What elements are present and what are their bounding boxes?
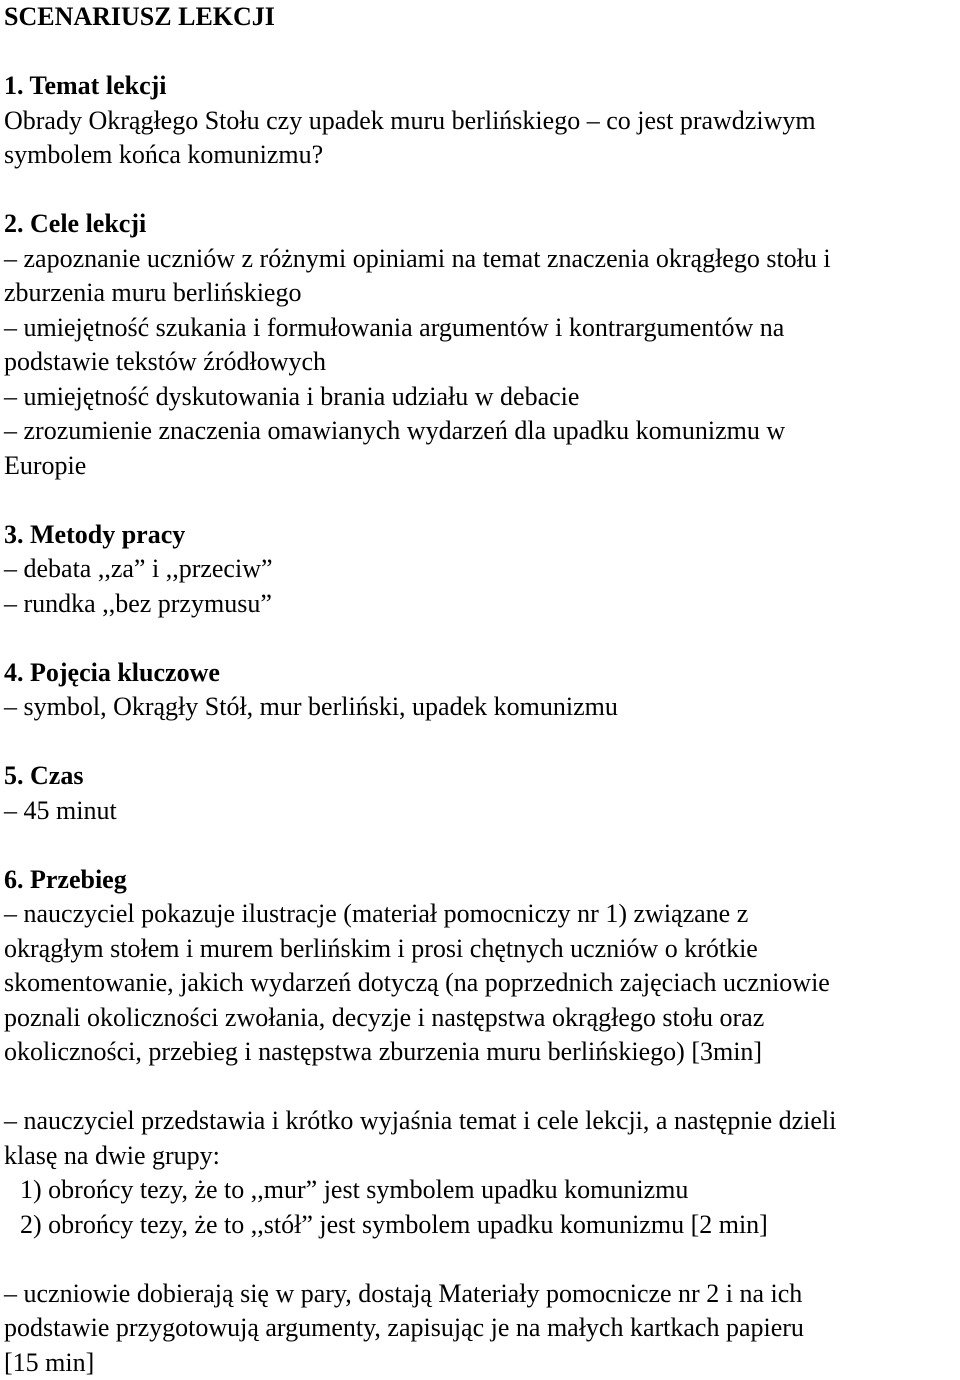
text-line: – 45 minut	[4, 794, 956, 829]
text-line: okrągłym stołem i murem berlińskim i prosi chętnych uczniów o krótkie	[4, 932, 956, 967]
text-line: okoliczności, przebieg i następstwa zburzenia muru berlińskiego) [3min]	[4, 1035, 956, 1070]
section-heading: 6. Przebieg	[4, 863, 956, 898]
section-topic	[4, 69, 956, 173]
text-line: [15 min]	[4, 1346, 956, 1380]
document-title: SCENARIUSZ LEKCJI	[4, 0, 956, 35]
text-line: Europie	[4, 449, 956, 484]
numbered-item: 1) obrońcy tezy, że to ,,mur” jest symbolem upadku komunizmu	[4, 1173, 956, 1208]
text-line: skomentowanie, jakich wydarzeń dotyczą (na poprzednich zajęciach uczniowie	[4, 966, 956, 1001]
procedure-paragraph	[4, 1277, 956, 1380]
numbered-item: 2) obrońcy tezy, że to ,,stół” jest symbolem upadku komunizmu [2 min]	[4, 1208, 956, 1243]
text-line: klasę na dwie grupy:	[4, 1139, 956, 1174]
text-line: zburzenia muru berlińskiego	[4, 276, 956, 311]
section-time	[4, 759, 956, 828]
text-line: Obrady Okrągłego Stołu czy upadek muru berlińskiego – co jest prawdziwym	[4, 104, 956, 139]
text-line: – uczniowie dobierają się w pary, dostają Materiały pomocnicze nr 2 i na ich	[4, 1277, 956, 1312]
text-line: – nauczyciel pokazuje ilustracje (materiał pomocniczy nr 1) związane z	[4, 897, 956, 932]
paragraph-gap	[4, 1242, 956, 1277]
paragraph-gap	[4, 1070, 956, 1105]
section-heading: 1. Temat lekcji	[4, 69, 956, 104]
section-heading: 2. Cele lekcji	[4, 207, 956, 242]
section-heading: 3. Metody pracy	[4, 518, 956, 553]
section-goals	[4, 207, 956, 483]
text-line: – debata ,,za” i ,,przeciw”	[4, 552, 956, 587]
section-methods	[4, 518, 956, 622]
text-line: poznali okoliczności zwołania, decyzje i następstwa okrągłego stołu oraz	[4, 1001, 956, 1036]
document-page	[4, 0, 956, 1380]
text-line: – umiejętność dyskutowania i brania udziału w debacie	[4, 380, 956, 415]
text-line: – symbol, Okrągły Stół, mur berliński, upadek komunizmu	[4, 690, 956, 725]
section-procedure	[4, 863, 956, 1380]
section-key-concepts	[4, 656, 956, 725]
text-line: – zapoznanie uczniów z różnymi opiniami na temat znaczenia okrągłego stołu i	[4, 242, 956, 277]
section-heading: 5. Czas	[4, 759, 956, 794]
text-line: – umiejętność szukania i formułowania argumentów i kontrargumentów na	[4, 311, 956, 346]
text-line: podstawie przygotowują argumenty, zapisując je na małych kartkach papieru	[4, 1311, 956, 1346]
text-line: podstawie tekstów źródłowych	[4, 345, 956, 380]
text-line: – rundka ,,bez przymusu”	[4, 587, 956, 622]
procedure-paragraph	[4, 1104, 956, 1242]
section-heading: 4. Pojęcia kluczowe	[4, 656, 956, 691]
text-line: – zrozumienie znaczenia omawianych wydarzeń dla upadku komunizmu w	[4, 414, 956, 449]
text-line: symbolem końca komunizmu?	[4, 138, 956, 173]
procedure-paragraph	[4, 897, 956, 1070]
text-line: – nauczyciel przedstawia i krótko wyjaśnia temat i cele lekcji, a następnie dzieli	[4, 1104, 956, 1139]
